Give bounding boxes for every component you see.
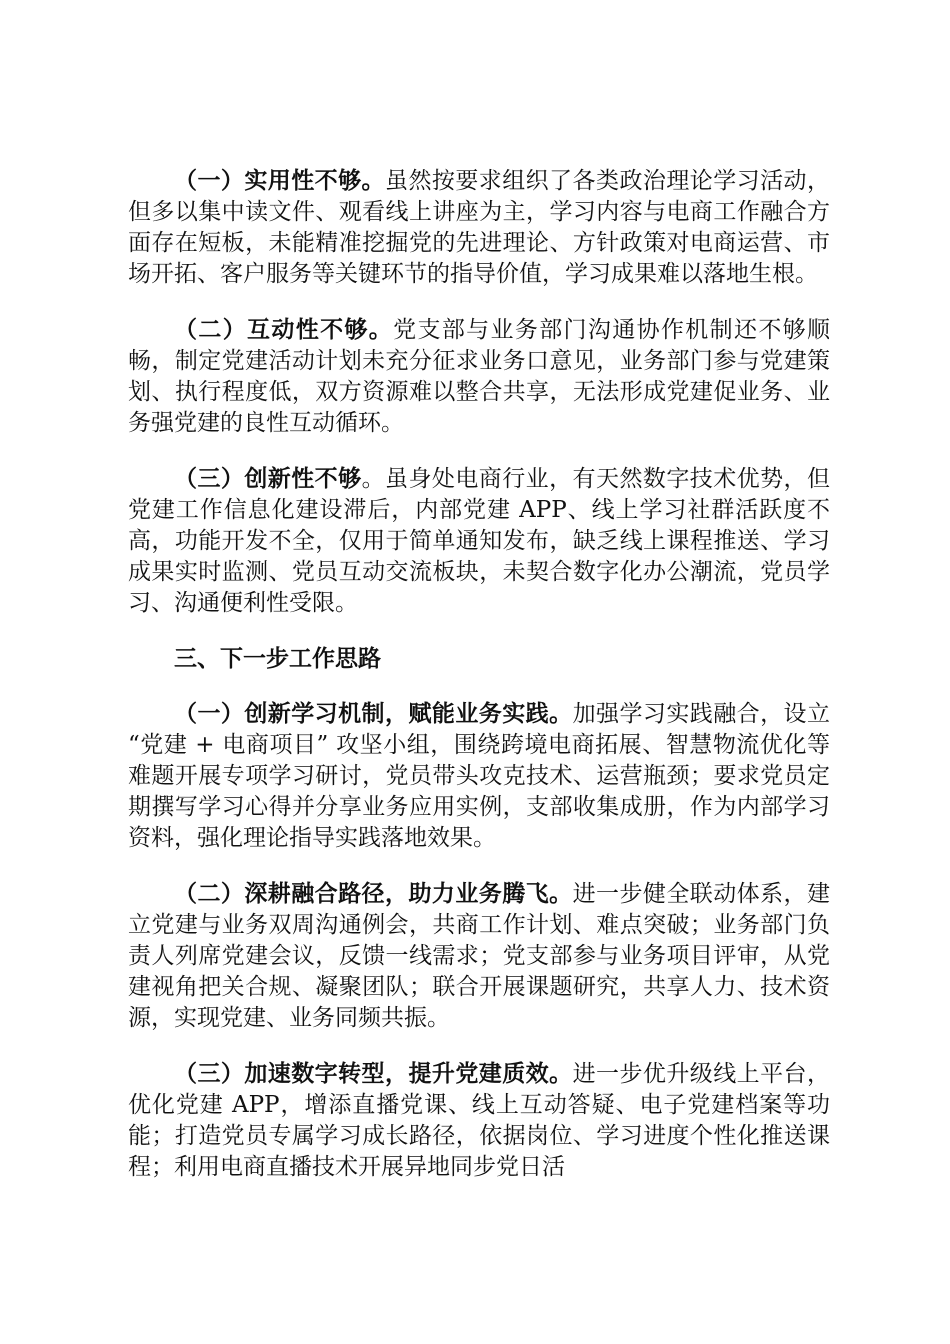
paragraph-integration-path [128, 878, 830, 1034]
paragraph-heading: （二）互动性不够。 [174, 316, 394, 343]
paragraph-text: 党支部与业务部门沟通协作机制还不够顺畅，制定党建活动计划未充分征求业务口意见，业务部门参与党建策划、执行程度低，双方资源难以整合共享，无法形成党建促业务、业务强党建的良性互动循环。 [128, 317, 831, 436]
paragraph-innovation [128, 463, 830, 619]
paragraph-text: 。虽身处电商行业，有天然数字技术优势，但党建工作信息化建设滞后，内部党建 APP、线上学习社群活跃度不高，功能开发不全，仅用于简单通知发布，缺乏线上课程推送、学习成果实时监测、党员互动交流板块，未契合数字化办公潮流，党员学习、沟通便利性受限。 [128, 466, 831, 616]
paragraph-heading: （一）创新学习机制，赋能业务实践。 [174, 700, 573, 727]
paragraph-text: 加强学习实践融合，设立 “党建 + 电商项目” 攻坚小组，围绕跨境电商拓展、智慧物流优化等难题开展专项学习研讨，党员带头攻克技术、运营瓶颈；要求党员定期撰写学习心得并分享业务应用实例，支部收集成册，作为内部学习资料，强化理论指导实践落地效果。 [128, 701, 831, 851]
paragraph-interactivity [128, 314, 830, 439]
paragraph-text: 虽然按要求组织了各类政治理论学习活动，但多以集中读文件、观看线上讲座为主，学习内容与电商工作融合方面存在短板，未能精准挖掘党的先进理论、方针政策对电商运营、市场开拓、客户服务等关键环节的指导价值，学习成果难以落地生根。 [128, 168, 830, 287]
paragraph-practicality [128, 165, 830, 290]
paragraph-heading: （三）加速数字转型，提升党建质效。 [174, 1060, 573, 1087]
paragraph-learning-mechanism [128, 698, 830, 854]
paragraph-heading: （一）实用性不够。 [174, 167, 385, 194]
paragraph-heading: （二）深耕融合路径，助力业务腾飞。 [174, 880, 573, 907]
paragraph-text: 进一步健全联动体系，建立党建与业务双周沟通例会，共商工作计划、难点突破；业务部门负责人列席党建会议，反馈一线需求；党支部参与业务项目评审，从党建视角把关合规、凝聚团队；联合开展课题研究，共享人力、技术资源，实现党建、业务同频共振。 [128, 881, 831, 1031]
section-title: 三、下一步工作思路 [174, 645, 381, 672]
paragraph-text: 进一步优升级线上平台，优化党建 APP，增添直播党课、线上互动答疑、电子党建档案等功能；打造党员专属学习成长路径，依据岗位、学习进度个性化推送课程；利用电商直播技术开展异地同步党日活 [128, 1061, 831, 1180]
paragraph-heading: （三）创新性不够 [174, 465, 362, 492]
paragraph-digital-transformation [128, 1058, 830, 1183]
document-body [128, 165, 830, 1183]
